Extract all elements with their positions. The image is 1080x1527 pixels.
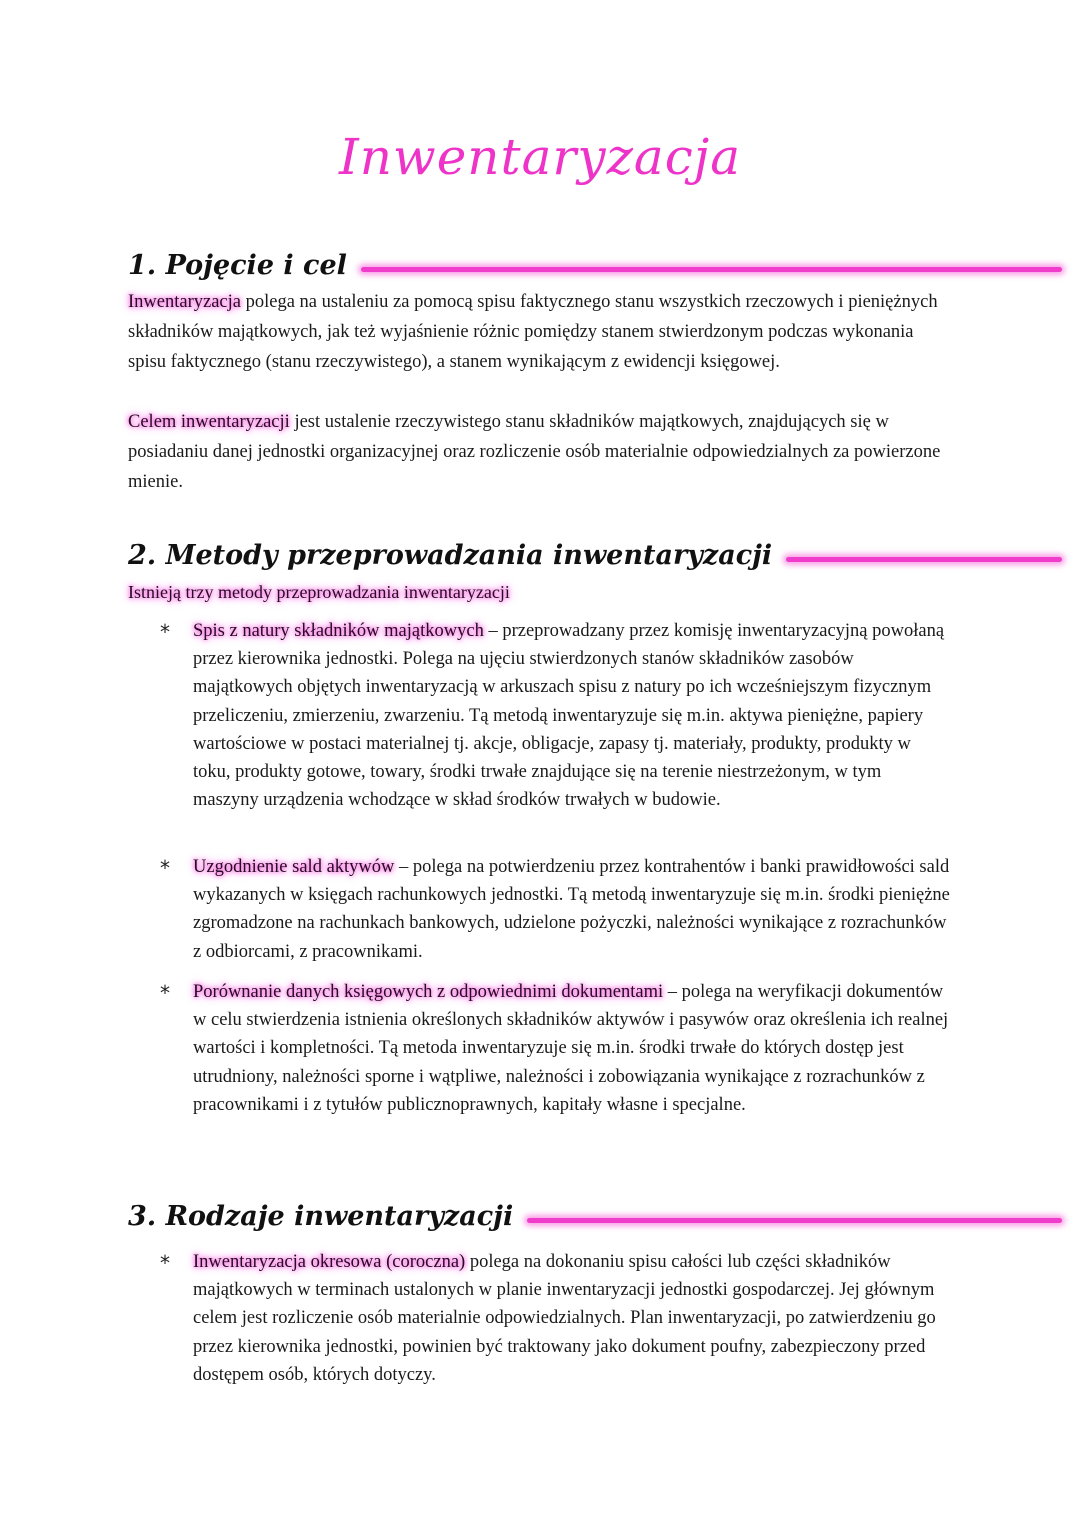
highlighted-term: Porównanie danych księgowych z odpowiednimi dokumentami: [193, 982, 664, 1002]
highlighted-term: Uzgodnienie sald aktywów: [193, 857, 395, 877]
list-item-spis-z-natury: [160, 617, 950, 814]
section-heading-text: 3. Rodzaje inwentaryzacji: [128, 1201, 514, 1232]
section-heading-text: 1. Pojęcie i cel: [128, 250, 347, 281]
list-item-uzgodnienie-sald: [160, 853, 950, 966]
heading-underline-decoration: [786, 557, 1062, 562]
asterisk-bullet-icon: *: [160, 1251, 170, 1275]
highlighted-term: Inwentaryzacja okresowa (coroczna): [193, 1252, 466, 1272]
list-item-text: – przeprowadzany przez komisję inwentaryzacyjną powołaną przez kierownika jednostki. Polega na ujęciu stwierdzonych stanów składników zasobów majątkowych objętych inwentaryzacją w arkuszach spisu z natury po ich wcześniejszym fizycznym przeliczeniu, zmierzeniu, zwarzeniu. Tą metodą inwentaryzuje się m.in. aktywa pieniężne, papiery wartościowe w postaci materialnej tj. akcje, obligacje, zapasy tj. materiały, produkty, produkty w toku, produkty gotowe, towary, środki trwałe znajdujące się na terenie niestrzeżonym, w tym maszyny urządzenia wchodzące w skład środków trwałych w budowie.: [193, 621, 945, 811]
list-item-inwentaryzacja-okresowa: [160, 1248, 950, 1389]
highlighted-term: Celem inwentaryzacji: [128, 412, 290, 432]
list-item-body: [193, 853, 950, 966]
page-title: Inwentaryzacja: [338, 128, 742, 186]
paragraph-goal: [128, 407, 948, 497]
list-item-text: – polega na weryfikacji dokumentów w celu stwierdzenia istnienia określonych składników aktywów i pasywów oraz określenia ich realnej wartości i kompletności. Tą metoda inwentaryzuje się m.in. środki trwałe do których dostęp jest utrudniony, należności sporne i wątpliwe, należności i zobowiązania wynikające z rozrachunków z pracownikami i z tytułów publicznoprawnych, kapitały własne i specjalne.: [193, 982, 949, 1115]
paragraph-definition: [128, 287, 948, 377]
heading-underline-decoration: [527, 1218, 1062, 1223]
heading-underline-decoration: [361, 267, 1062, 272]
list-item-porownanie-danych: [160, 978, 950, 1119]
asterisk-bullet-icon: *: [160, 856, 170, 880]
paragraph-text: jest ustalenie rzeczywistego stanu składników majątkowych, znajdujących się w posiadaniu danej jednostki organizacyjnej oraz rozliczenie osób materialnie odpowiedzialnych za powierzone mienie.: [128, 412, 941, 492]
list-item-text: – polega na potwierdzeniu przez kontrahentów i banki prawidłowości sald wykazanych w księgach rachunkowych jednostki. Tą metodą inwentaryzuje się m.in. środki pieniężne zgromadzone na rachunkach bankowych, udzielone pożyczki, należności wynikające z rozrachunków z odbiorcami, z pracownikami.: [193, 857, 950, 962]
list-item-text: polega na dokonaniu spisu całości lub części składników majątkowych w terminach ustalonych w planie inwentaryzacji jednostki gospodarczej. Jej głównym celem jest rozliczenie osób materialnie odpowiedzialnych. Plan inwentaryzacji, po zatwierdzeniu go przez kierownika jednostki, powinien być traktowany jako dokument poufny, zabezpieczony przed dostępem osób, których dotyczy.: [193, 1252, 936, 1385]
asterisk-bullet-icon: *: [160, 620, 170, 644]
list-item-body: [193, 617, 950, 814]
paragraph-text: polega na ustaleniu za pomocą spisu faktycznego stanu wszystkich rzeczowych i pieniężnych składników majątkowych, jak też wyjaśnienie różnic pomiędzy stanem stwierdzonym podczas wykonania spisu faktycznego (stanu rzeczywistego), a stanem wynikającym z ewidencji księgowej.: [128, 292, 938, 372]
highlighted-term: Spis z natury składników majątkowych: [193, 621, 484, 641]
section-heading-pojecie-i-cel: [128, 250, 1062, 281]
list-item-body: [193, 1248, 950, 1389]
list-item-body: [193, 978, 950, 1119]
section-heading-text: 2. Metody przeprowadzania inwentaryzacji: [128, 540, 773, 571]
section-heading-metody: [128, 540, 1062, 571]
asterisk-bullet-icon: *: [160, 981, 170, 1005]
section-lead-text: Istnieją trzy metody przeprowadzania inwentaryzacji: [128, 582, 510, 602]
highlighted-term: Inwentaryzacja: [128, 292, 241, 312]
section-heading-rodzaje: [128, 1201, 1062, 1232]
